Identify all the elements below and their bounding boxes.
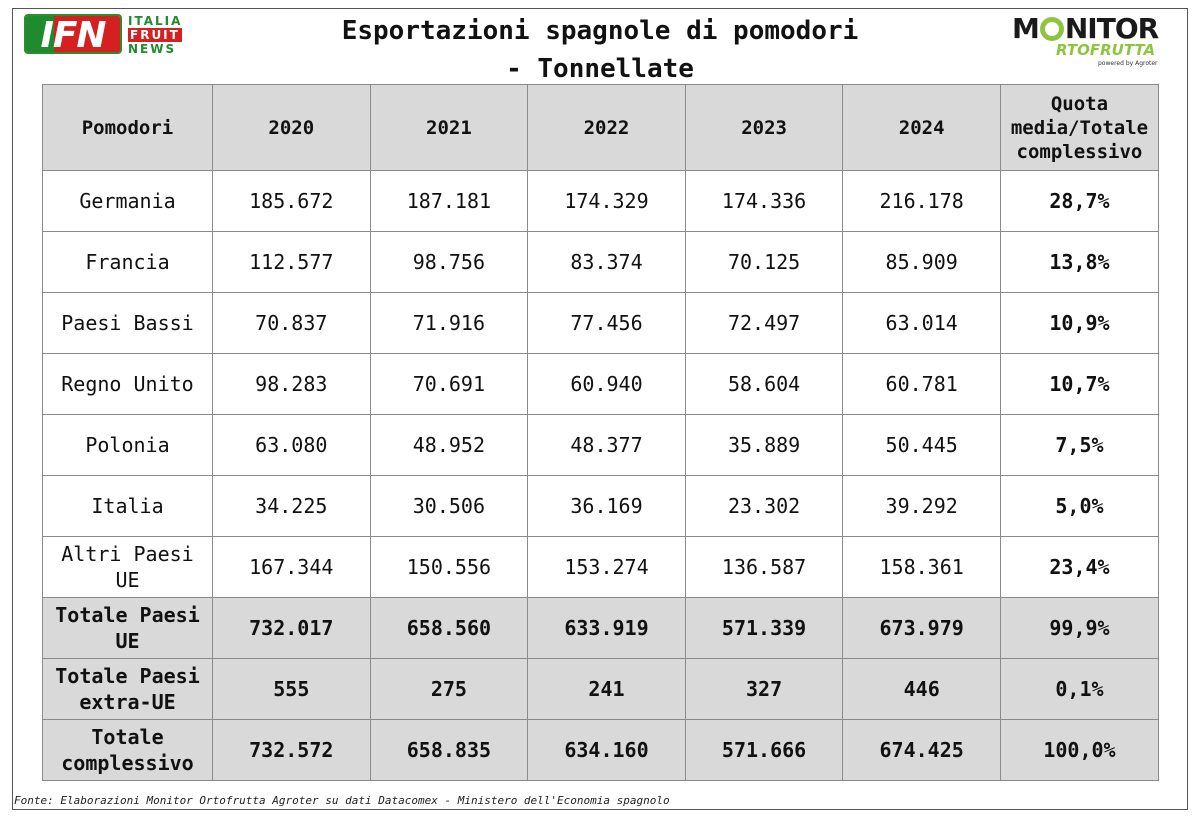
share-cell: 10,9% (1000, 293, 1158, 354)
share-cell: 0,1% (1000, 659, 1158, 720)
monitor-logo-word: M NITOR (1012, 12, 1159, 45)
value-cell: 71.916 (370, 293, 528, 354)
header-year: 2023 (685, 85, 843, 171)
value-cell: 674.425 (843, 720, 1001, 781)
row-label: Totale complessivo (43, 720, 213, 781)
table-row (43, 415, 1159, 476)
value-cell: 34.225 (213, 476, 371, 537)
header-year: 2021 (370, 85, 528, 171)
magnifier-icon (1040, 17, 1064, 41)
value-cell: 70.837 (213, 293, 371, 354)
value-cell: 36.169 (528, 476, 686, 537)
row-label: Regno Unito (43, 354, 213, 415)
value-cell: 571.666 (685, 720, 843, 781)
share-cell: 23,4% (1000, 537, 1158, 598)
value-cell: 153.274 (528, 537, 686, 598)
value-cell: 241 (528, 659, 686, 720)
value-cell: 216.178 (843, 171, 1001, 232)
value-cell: 85.909 (843, 232, 1001, 293)
header-year: 2024 (843, 85, 1001, 171)
monitor-logo-by: powered by Agroter (1098, 60, 1158, 67)
table-row (43, 720, 1159, 781)
exports-table (42, 84, 1159, 781)
value-cell: 112.577 (213, 232, 371, 293)
table-row (43, 232, 1159, 293)
ifn-logo-line2: FRUIT (128, 28, 182, 42)
share-cell: 99,9% (1000, 598, 1158, 659)
value-cell: 673.979 (843, 598, 1001, 659)
value-cell: 72.497 (685, 293, 843, 354)
header-product: Pomodori (43, 85, 213, 171)
value-cell: 35.889 (685, 415, 843, 476)
value-cell: 98.283 (213, 354, 371, 415)
row-label: Francia (43, 232, 213, 293)
value-cell: 150.556 (370, 537, 528, 598)
value-cell: 275 (370, 659, 528, 720)
value-cell: 48.952 (370, 415, 528, 476)
ifn-logo-line3: NEWS (128, 42, 177, 56)
monitor-logo-sub: RTOFRUTTA (1056, 41, 1156, 59)
monitor-ortofrutta-logo (1012, 14, 1182, 68)
value-cell: 63.014 (843, 293, 1001, 354)
table-row (43, 354, 1159, 415)
share-cell: 5,0% (1000, 476, 1158, 537)
ifn-logo-line1: ITALIA (128, 14, 183, 28)
row-label: Polonia (43, 415, 213, 476)
value-cell: 571.339 (685, 598, 843, 659)
row-label: Italia (43, 476, 213, 537)
value-cell: 30.506 (370, 476, 528, 537)
header-year: 2022 (528, 85, 686, 171)
value-cell: 58.604 (685, 354, 843, 415)
value-cell: 174.336 (685, 171, 843, 232)
value-cell: 158.361 (843, 537, 1001, 598)
share-cell: 28,7% (1000, 171, 1158, 232)
value-cell: 60.781 (843, 354, 1001, 415)
value-cell: 327 (685, 659, 843, 720)
value-cell: 555 (213, 659, 371, 720)
value-cell: 634.160 (528, 720, 686, 781)
value-cell: 39.292 (843, 476, 1001, 537)
share-cell: 7,5% (1000, 415, 1158, 476)
table-row (43, 293, 1159, 354)
row-label: Totale Paesi UE (43, 598, 213, 659)
row-label: Germania (43, 171, 213, 232)
value-cell: 77.456 (528, 293, 686, 354)
value-cell: 136.587 (685, 537, 843, 598)
value-cell: 83.374 (528, 232, 686, 293)
page-title (300, 12, 900, 88)
value-cell: 167.344 (213, 537, 371, 598)
title-line-1: Esportazioni spagnole di pomodori (341, 16, 859, 46)
ifn-logo (24, 14, 194, 58)
value-cell: 633.919 (528, 598, 686, 659)
table-header-row (43, 85, 1159, 171)
share-cell: 13,8% (1000, 232, 1158, 293)
share-cell: 10,7% (1000, 354, 1158, 415)
row-label: Paesi Bassi (43, 293, 213, 354)
source-footnote: Fonte: Elaborazioni Monitor Ortofrutta Agroter su dati Datacomex - Ministero dell'Economia spagnolo (14, 794, 670, 807)
value-cell: 732.017 (213, 598, 371, 659)
value-cell: 658.560 (370, 598, 528, 659)
value-cell: 187.181 (370, 171, 528, 232)
value-cell: 98.756 (370, 232, 528, 293)
header-year: 2020 (213, 85, 371, 171)
value-cell: 63.080 (213, 415, 371, 476)
table-row (43, 171, 1159, 232)
value-cell: 446 (843, 659, 1001, 720)
share-cell: 100,0% (1000, 720, 1158, 781)
table-row (43, 659, 1159, 720)
value-cell: 60.940 (528, 354, 686, 415)
ifn-logo-box (24, 14, 122, 54)
table-row (43, 537, 1159, 598)
value-cell: 50.445 (843, 415, 1001, 476)
value-cell: 70.125 (685, 232, 843, 293)
value-cell: 23.302 (685, 476, 843, 537)
header-share: Quota media/Totale complessivo (1000, 85, 1158, 171)
title-line-2: - Tonnellate (506, 54, 694, 84)
table-row (43, 598, 1159, 659)
value-cell: 658.835 (370, 720, 528, 781)
row-label: Totale Paesi extra-UE (43, 659, 213, 720)
table-row (43, 476, 1159, 537)
value-cell: 70.691 (370, 354, 528, 415)
row-label: Altri Paesi UE (43, 537, 213, 598)
value-cell: 732.572 (213, 720, 371, 781)
ifn-logo-letters: IFN (40, 15, 106, 54)
ifn-logo-subtitle (128, 14, 182, 56)
value-cell: 174.329 (528, 171, 686, 232)
value-cell: 185.672 (213, 171, 371, 232)
value-cell: 48.377 (528, 415, 686, 476)
